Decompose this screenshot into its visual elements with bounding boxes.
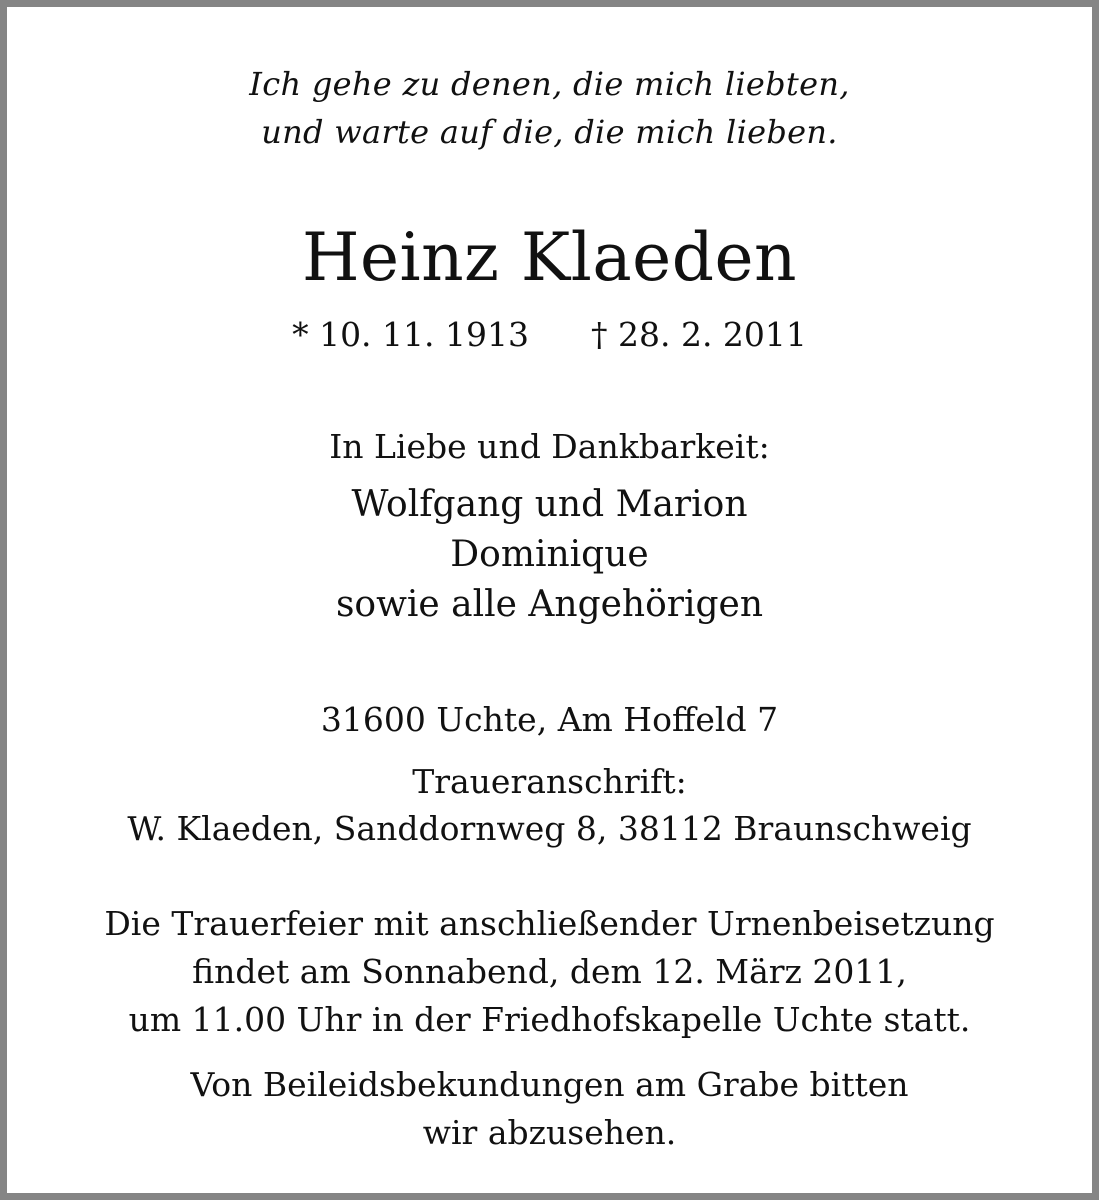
life-dates (7, 315, 1092, 354)
death-date: † 28. 2. 2011 (591, 315, 807, 354)
ceremony-line-2: findet am Sonnabend, dem 12. März 2011, (192, 952, 907, 991)
mourning-address: W. Klaeden, Sanddornweg 8, 38112 Braunschweig (127, 809, 972, 848)
deceased-name: Heinz Klaeden (301, 219, 798, 296)
mourner-line-2: Dominique (450, 534, 649, 575)
ceremony-line-1: Die Trauerfeier mit anschließender Urnenbeisetzung (104, 904, 995, 943)
mourner-line-1: Wolfgang und Marion (351, 484, 748, 525)
ceremony-line-3: um 11.00 Uhr in der Friedhofskapelle Uchte statt. (128, 1000, 971, 1039)
request-line-1: Von Beileidsbekundungen am Grabe bitten (190, 1065, 909, 1104)
mourner-line-3: sowie alle Angehörigen (335, 584, 764, 625)
mourners-intro: In Liebe und Dankbarkeit: (329, 427, 770, 466)
residence-address: 31600 Uchte, Am Hoffeld 7 (320, 700, 779, 739)
request-line-2: wir abzusehen. (422, 1113, 677, 1152)
quote-line-1: Ich gehe zu denen, die mich liebten, (249, 65, 850, 103)
birth-date: * 10. 11. 1913 (292, 315, 529, 354)
mourning-address-label: Traueranschrift: (412, 762, 687, 801)
quote-line-2: und warte auf die, die mich lieben. (261, 113, 838, 151)
